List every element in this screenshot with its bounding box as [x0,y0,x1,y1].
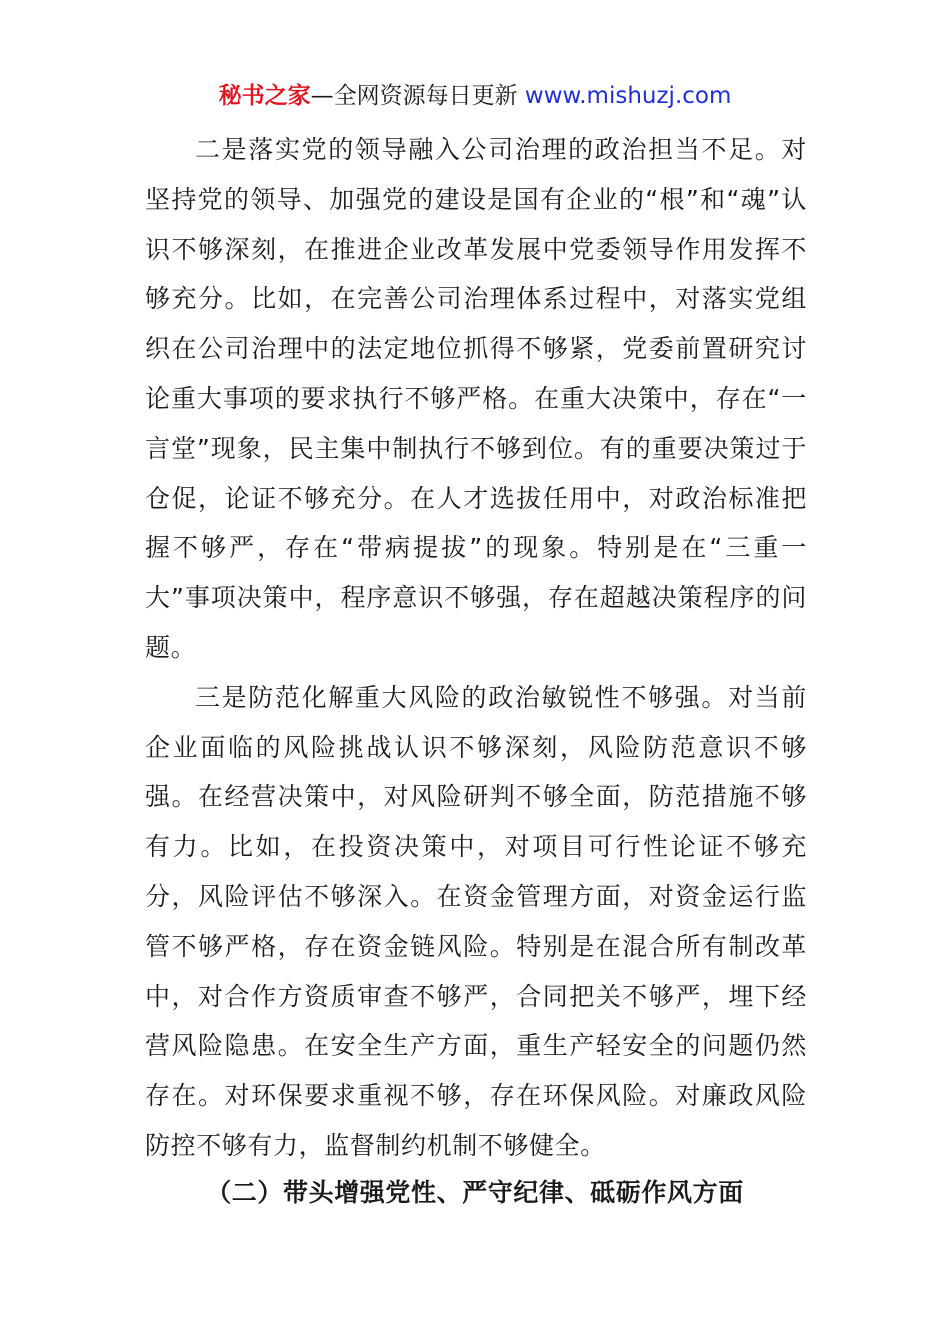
header-brand: 秘书之家 [218,83,311,109]
section-heading: （二）带头增强党性、严守纪律、砥砺作风方面 [206,1178,744,1207]
paragraph-3: 三是防范化解重大风险的政治敏锐性不够强。对当前企业面临的风险挑战认识不够深刻，风险防范意识不够强。在经营决策中，对风险研判不够全面，防范措施不够有力。比如，在投资决策中，对项目可行性论证不够充分，风险评估不够深入。在资金管理方面，对资金运行监管不够严格，存在资金链风险。特别是在混合所有制改革中，对合作方资质审查不够严，合同把关不够严，埋下经营风险隐患。在安全生产方面，重生产轻安全的问题仍然存在。对环保要求重视不够，存在环保风险。对廉政风险防控不够有力，监督制约机制不够健全。 [145,682,807,1160]
paragraph-2: 二是落实党的领导融入公司治理的政治担当不足。对坚持党的领导、加强党的建设是国有企业的“根”和“魂”认识不够深刻，在推进企业改革发展中党委领导作用发挥不够充分。比如，在完善公司治理体系过程中，对落实党组织在公司治理中的法定地位抓得不够紧，党委前置研究讨论重大事项的要求执行不够严格。在重大决策中，存在“一言堂”现象，民主集中制执行不够到位。有的重要决策过于仓促，论证不够充分。在人才选拔任用中，对政治标准把握不够严，存在“带病提拔”的现象。特别是在“三重一大”事项决策中，程序意识不够强，存在超越决策程序的问题。 [145,135,807,662]
header-tagline: —全网资源每日更新 [310,83,518,109]
document-body [145,125,807,1171]
header-site-link[interactable]: www.mishuzj.com [524,83,732,109]
page-header [0,80,950,112]
